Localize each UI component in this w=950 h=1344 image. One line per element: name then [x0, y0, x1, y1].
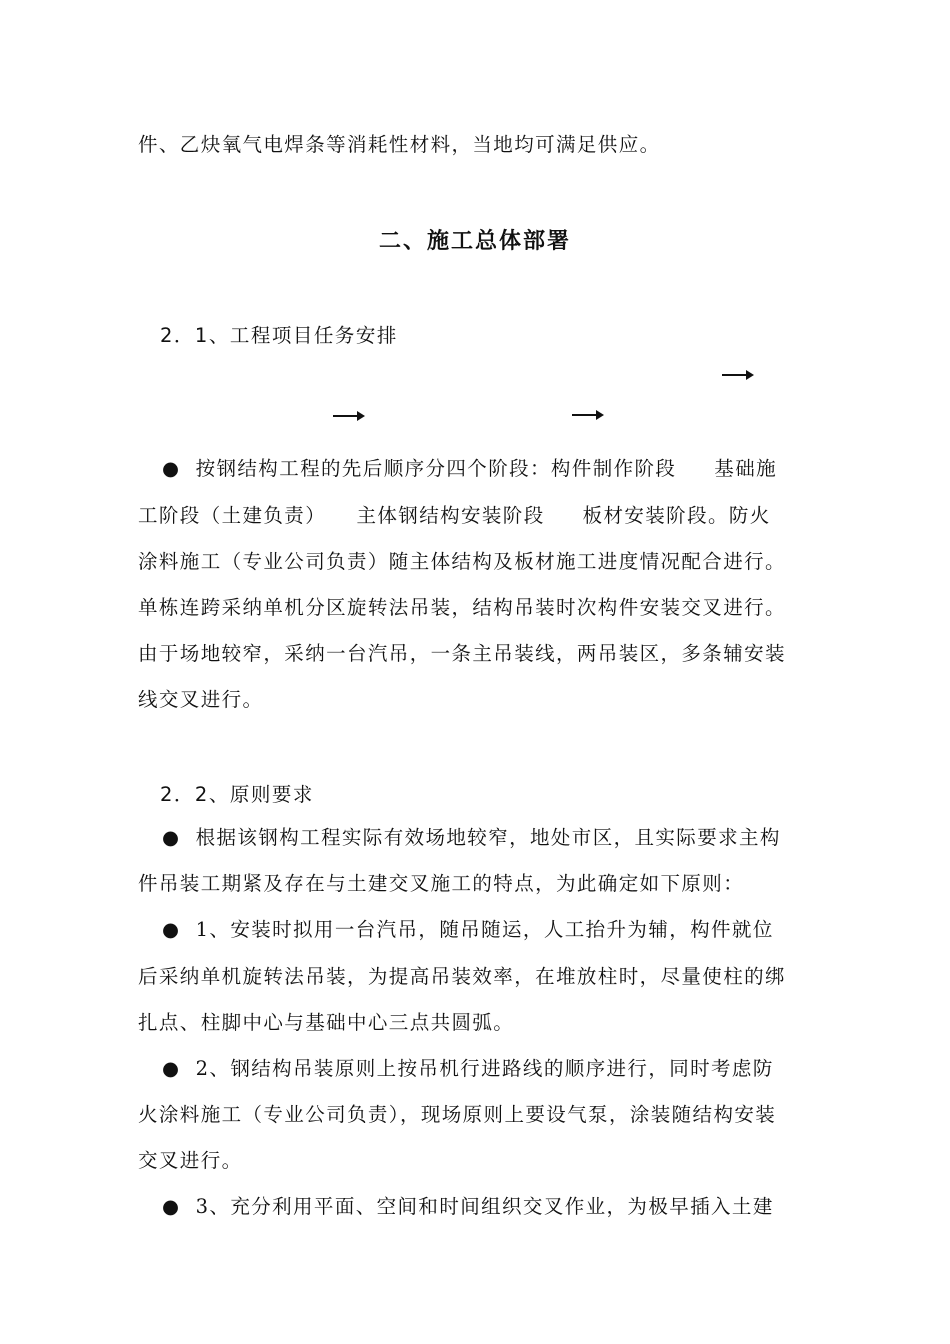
body-line: 涂料施工（专业公司负责）随主体结构及板材施工进度情况配合进行。	[138, 550, 786, 573]
arrow-icon	[722, 374, 752, 376]
arrow-icon	[572, 414, 602, 416]
body-line: ● 2、钢结构吊装原则上按吊机行进路线的顺序进行，同时考虑防	[162, 1057, 774, 1080]
body-line: ● 1、安装时拟用一台汽吊，随吊随运，人工抬升为辅，构件就位	[162, 918, 774, 941]
body-line: ● 根据该钢构工程实际有效场地较窄，地处市区，且实际要求主构	[162, 826, 781, 849]
subsection-title: 2．1、工程项目任务安排	[160, 324, 398, 347]
body-line: 由于场地较窄，采纳一台汽吊，一条主吊装线，两吊装区，多条辅安装	[138, 642, 786, 665]
arrow-icon	[333, 415, 363, 417]
body-line: 扎点、柱脚中心与基础中心三点共圆弧。	[138, 1011, 515, 1034]
body-line: ● 按钢结构工程的先后顺序分四个阶段：构件制作阶段 基础施	[162, 457, 778, 480]
subsection-title: 2．2、原则要求	[160, 783, 314, 806]
body-line: 件吊装工期紧及存在与土建交叉施工的特点，为此确定如下原则：	[138, 872, 745, 895]
body-line: 工阶段（土建负责） 主体钢结构安装阶段 板材安装阶段。防火	[138, 504, 771, 527]
section-title: 二、施工总体部署	[378, 229, 571, 254]
body-line: 火涂料施工（专业公司负责），现场原则上要设气泵，涂装随结构安装	[138, 1103, 777, 1126]
body-line: 线交叉进行。	[138, 688, 264, 711]
body-line: 交叉进行。	[138, 1149, 243, 1172]
body-line: 后采纳单机旋转法吊装，为提高吊装效率，在堆放柱时，尽量使柱的绑	[138, 965, 786, 988]
body-line: 单栋连跨采纳单机分区旋转法吊装，结构吊装时次构件安装交叉进行。	[138, 596, 786, 619]
body-line: ● 3、充分利用平面、空间和时间组织交叉作业，为极早插入土建	[162, 1195, 774, 1218]
body-line: 件、乙炔氧气电焊条等消耗性材料，当地均可满足供应。	[138, 133, 661, 156]
